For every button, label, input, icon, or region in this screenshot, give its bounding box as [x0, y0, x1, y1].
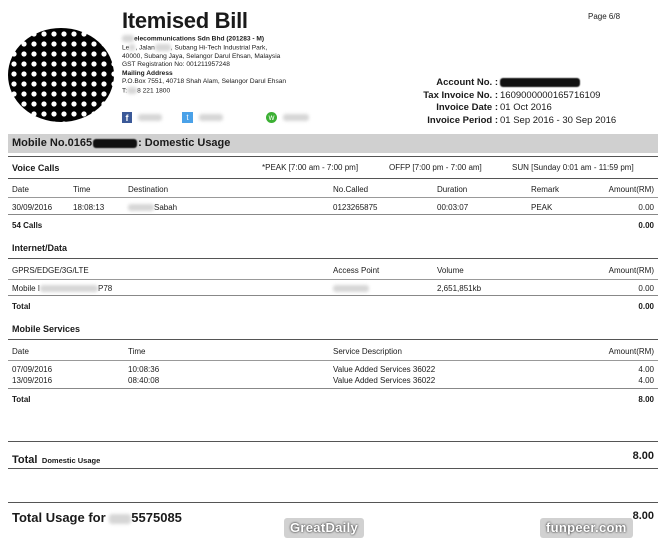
- company-phone: T: 8 221 1800: [122, 87, 171, 95]
- watermark-right: funpeer.com: [540, 518, 633, 538]
- voice-row-remark: PEAK: [531, 203, 553, 212]
- divider: [8, 441, 658, 442]
- services-total-value: 8.00: [638, 395, 654, 404]
- service-row-amount: 4.00: [638, 365, 654, 374]
- watermark-left: GreatDaily: [284, 518, 364, 538]
- company-logo: [8, 28, 114, 122]
- twitter-icon[interactable]: t: [182, 112, 193, 123]
- internet-data-title: Internet/Data: [12, 243, 68, 253]
- invoice-period-value: 01 Sep 2016 - 30 Sep 2016: [500, 114, 617, 126]
- domestic-total-value: 8.00: [632, 450, 654, 462]
- service-row-description: Value Added Services 36022: [333, 376, 436, 385]
- col-header-type: GPRS/EDGE/3G/LTE: [12, 266, 89, 275]
- col-header-amount: Amount(RM): [608, 185, 654, 194]
- mailing-address: P.O.Box 7551, 40718 Shah Alam, Selangor Darul Ehsan: [122, 78, 287, 86]
- divider: [8, 178, 658, 179]
- divider: [8, 360, 658, 361]
- internet-row-amount: 0.00: [638, 284, 654, 293]
- col-header-time: Time: [128, 347, 146, 356]
- divider: [8, 295, 658, 296]
- mailing-address-label: Mailing Address: [122, 69, 173, 77]
- voice-row-called: 0123265875: [333, 203, 378, 212]
- peak-legend: *PEAK [7:00 am - 7:00 pm]: [262, 163, 359, 172]
- divider: [8, 279, 658, 280]
- tax-invoice-label: Tax Invoice No. :: [423, 89, 498, 101]
- col-header-destination: Destination: [128, 185, 169, 194]
- account-no-label: Account No. :: [436, 77, 498, 88]
- wechat-icon[interactable]: w: [266, 112, 277, 123]
- col-header-volume: Volume: [437, 266, 464, 275]
- internet-total-value: 0.00: [638, 302, 654, 311]
- voice-row-amount: 0.00: [638, 203, 654, 212]
- service-row-time: 08:40:08: [128, 376, 160, 385]
- service-row-date: 07/09/2016: [12, 365, 53, 374]
- mobile-services-title: Mobile Services: [12, 324, 81, 334]
- divider: [8, 197, 658, 198]
- account-labels: [374, 77, 498, 127]
- total-usage-value: 8.00: [632, 510, 654, 522]
- twitter-handle-blurred: [199, 114, 223, 121]
- company-address-line2: 40000, Subang Jaya, Selangor Darul Ehsan, Malaysia: [122, 52, 281, 60]
- domestic-total-label: Total Domestic Usage: [12, 454, 101, 466]
- company-info: [122, 35, 352, 96]
- col-header-access-point: Access Point: [333, 266, 380, 275]
- service-row-date: 13/09/2016: [12, 376, 53, 385]
- divider: [8, 156, 658, 157]
- invoice-date-value: 01 Oct 2016: [500, 102, 552, 113]
- account-values: [500, 77, 616, 127]
- tax-invoice-value: 1609000000165716109: [500, 89, 601, 101]
- col-header-duration: Duration: [437, 185, 468, 194]
- voice-row-destination: Sabah: [128, 203, 177, 212]
- divider: [8, 258, 658, 259]
- col-header-amount: Amount(RM): [608, 347, 654, 356]
- company-name: elecommunications Sdn Bhd (201283 - M): [134, 35, 265, 43]
- invoice-period-label: Invoice Period :: [427, 114, 498, 126]
- internet-row-volume: 2,651,851kb: [437, 284, 482, 293]
- invoice-date-label: Invoice Date :: [436, 102, 498, 113]
- account-no-value: [500, 77, 616, 90]
- bill-title: Itemised Bill: [122, 8, 248, 33]
- company-name-line: [122, 35, 352, 44]
- divider: [8, 502, 658, 503]
- col-header-amount: Amount(RM): [608, 266, 654, 275]
- col-header-service-description: Service Description: [333, 347, 402, 356]
- voice-total-value: 0.00: [638, 221, 654, 230]
- voice-row-duration: 00:03:07: [437, 203, 469, 212]
- service-row-description: Value Added Services 36022: [333, 365, 436, 374]
- service-row-amount: 4.00: [638, 376, 654, 385]
- col-header-remark: Remark: [531, 185, 560, 194]
- services-total-label: Total: [12, 395, 31, 404]
- total-usage-label: Total Usage for 5575085: [12, 510, 182, 525]
- internet-row-access-point: [333, 284, 369, 293]
- divider: [8, 388, 658, 389]
- col-header-called: No.Called: [333, 185, 369, 194]
- internet-total-label: Total: [12, 302, 31, 311]
- internet-row-type: Mobile I P78: [12, 284, 113, 293]
- col-header-date: Date: [12, 347, 29, 356]
- service-row-time: 10:08:36: [128, 365, 160, 374]
- page-number: Page 6/8: [588, 12, 621, 21]
- voice-calls-title: Voice Calls: [12, 163, 60, 173]
- voice-total-label: 54 Calls: [12, 221, 43, 230]
- gst-registration: GST Registration No: 001211957248: [122, 61, 230, 69]
- col-header-time: Time: [73, 185, 91, 194]
- wechat-handle-blurred: [283, 114, 309, 121]
- facebook-handle-blurred: [138, 114, 162, 121]
- company-address-line1: Le , Jalan , Subang Hi-Tech Industrial Park,: [122, 44, 268, 52]
- divider: [8, 214, 658, 215]
- voice-row-time: 18:08:13: [73, 203, 105, 212]
- sun-legend: SUN [Sunday 0:01 am - 11:59 pm]: [512, 163, 634, 172]
- facebook-icon[interactable]: f: [122, 112, 132, 123]
- divider: [8, 339, 658, 340]
- voice-row-date: 30/09/2016: [12, 203, 53, 212]
- offp-legend: OFFP [7:00 pm - 7:00 am]: [389, 163, 482, 172]
- mobile-number-heading: Mobile No.0165 : Domestic Usage: [12, 137, 231, 149]
- col-header-date: Date: [12, 185, 29, 194]
- divider: [8, 468, 658, 469]
